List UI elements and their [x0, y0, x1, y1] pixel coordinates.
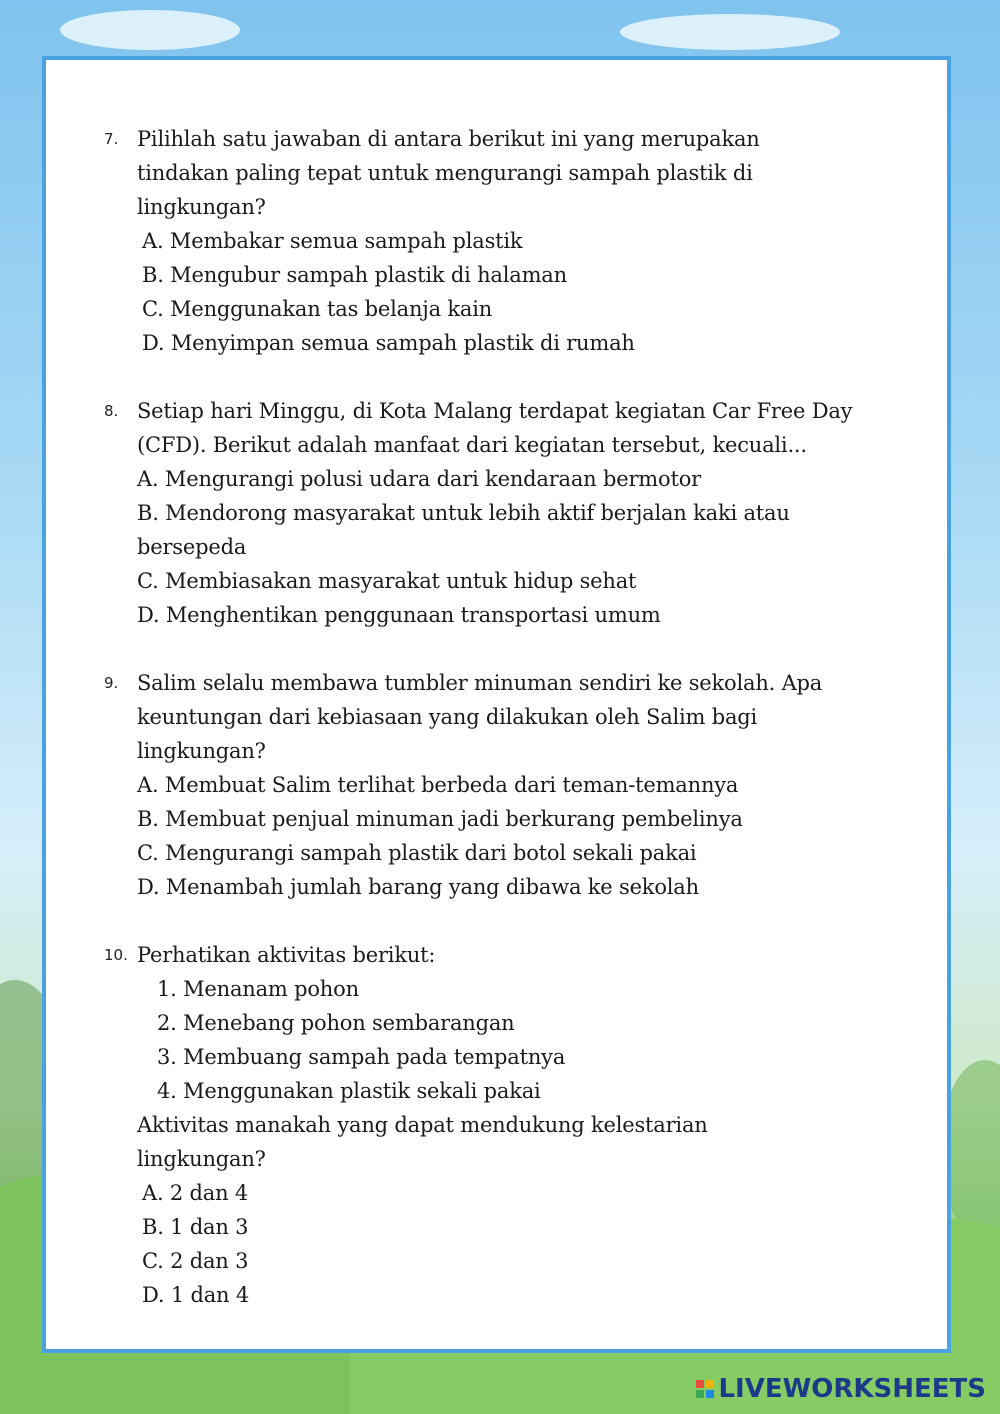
question-number: 7. [104, 130, 119, 148]
answer-option-b[interactable]: B. 1 dan 3 [142, 1215, 249, 1239]
question-text-line: Setiap hari Minggu, di Kota Malang terdapat kegiatan Car Free Day [137, 399, 853, 423]
logo-square [696, 1390, 704, 1398]
cloud-decoration [620, 14, 840, 50]
activity-item: 1. Menanam pohon [157, 977, 359, 1001]
activity-item: 3. Membuang sampah pada tempatnya [157, 1045, 566, 1069]
question-text-line: lingkungan? [137, 195, 266, 219]
answer-option-b-continued[interactable]: bersepeda [137, 535, 247, 559]
question-8 [104, 394, 917, 632]
question-text-line: lingkungan? [137, 739, 266, 763]
answer-option-c[interactable]: C. 2 dan 3 [142, 1249, 249, 1273]
question-10 [104, 938, 917, 1312]
answer-option-c[interactable]: C. Membiasakan masyarakat untuk hidup sehat [137, 569, 637, 593]
question-text-line: keuntungan dari kebiasaan yang dilakukan oleh Salim bagi [137, 705, 758, 729]
question-number: 8. [104, 402, 119, 420]
question-text-line: tindakan paling tepat untuk mengurangi sampah plastik di [137, 161, 753, 185]
question-7 [104, 122, 917, 360]
answer-option-d[interactable]: D. 1 dan 4 [142, 1283, 249, 1307]
answer-option-d[interactable]: D. Menyimpan semua sampah plastik di rumah [142, 331, 635, 355]
question-text-line: Aktivitas manakah yang dapat mendukung kelestarian [137, 1113, 708, 1137]
answer-option-a[interactable]: A. Membakar semua sampah plastik [142, 229, 523, 253]
answer-option-d[interactable]: D. Menambah jumlah barang yang dibawa ke sekolah [137, 875, 699, 899]
question-9 [104, 666, 917, 904]
activity-item: 2. Menebang pohon sembarangan [157, 1011, 515, 1035]
answer-option-d[interactable]: D. Menghentikan penggunaan transportasi umum [137, 603, 661, 627]
worksheet-content [104, 122, 917, 1346]
answer-option-a[interactable]: A. Mengurangi polusi udara dari kendaraan bermotor [137, 467, 701, 491]
cloud-decoration [60, 10, 240, 50]
logo-square [706, 1380, 714, 1388]
logo-square [706, 1390, 714, 1398]
logo-square [696, 1380, 704, 1388]
answer-option-b[interactable]: B. Mendorong masyarakat untuk lebih aktif berjalan kaki atau [137, 501, 790, 525]
logo-grid-icon [696, 1380, 714, 1398]
answer-option-a[interactable]: A. 2 dan 4 [142, 1181, 249, 1205]
answer-option-b[interactable]: B. Mengubur sampah plastik di halaman [142, 263, 567, 287]
answer-option-b[interactable]: B. Membuat penjual minuman jadi berkurang pembelinya [137, 807, 743, 831]
worksheet-card [42, 56, 951, 1353]
question-number: 9. [104, 674, 119, 692]
question-number: 10. [104, 946, 128, 964]
question-text-line: Salim selalu membawa tumbler minuman sendiri ke sekolah. Apa [137, 671, 823, 695]
activity-item: 4. Menggunakan plastik sekali pakai [157, 1079, 541, 1103]
answer-option-c[interactable]: C. Mengurangi sampah plastik dari botol sekali pakai [137, 841, 697, 865]
liveworksheets-logo[interactable] [696, 1374, 986, 1404]
question-text-line: lingkungan? [137, 1147, 266, 1171]
question-text-line: (CFD). Berikut adalah manfaat dari kegiatan tersebut, kecuali... [137, 433, 807, 457]
question-text-line: Pilihlah satu jawaban di antara berikut ini yang merupakan [137, 127, 760, 151]
answer-option-c[interactable]: C. Menggunakan tas belanja kain [142, 297, 493, 321]
answer-option-a[interactable]: A. Membuat Salim terlihat berbeda dari teman-temannya [137, 773, 739, 797]
logo-text: LIVEWORKSHEETS [718, 1374, 986, 1404]
question-intro: Perhatikan aktivitas berikut: [137, 943, 436, 967]
